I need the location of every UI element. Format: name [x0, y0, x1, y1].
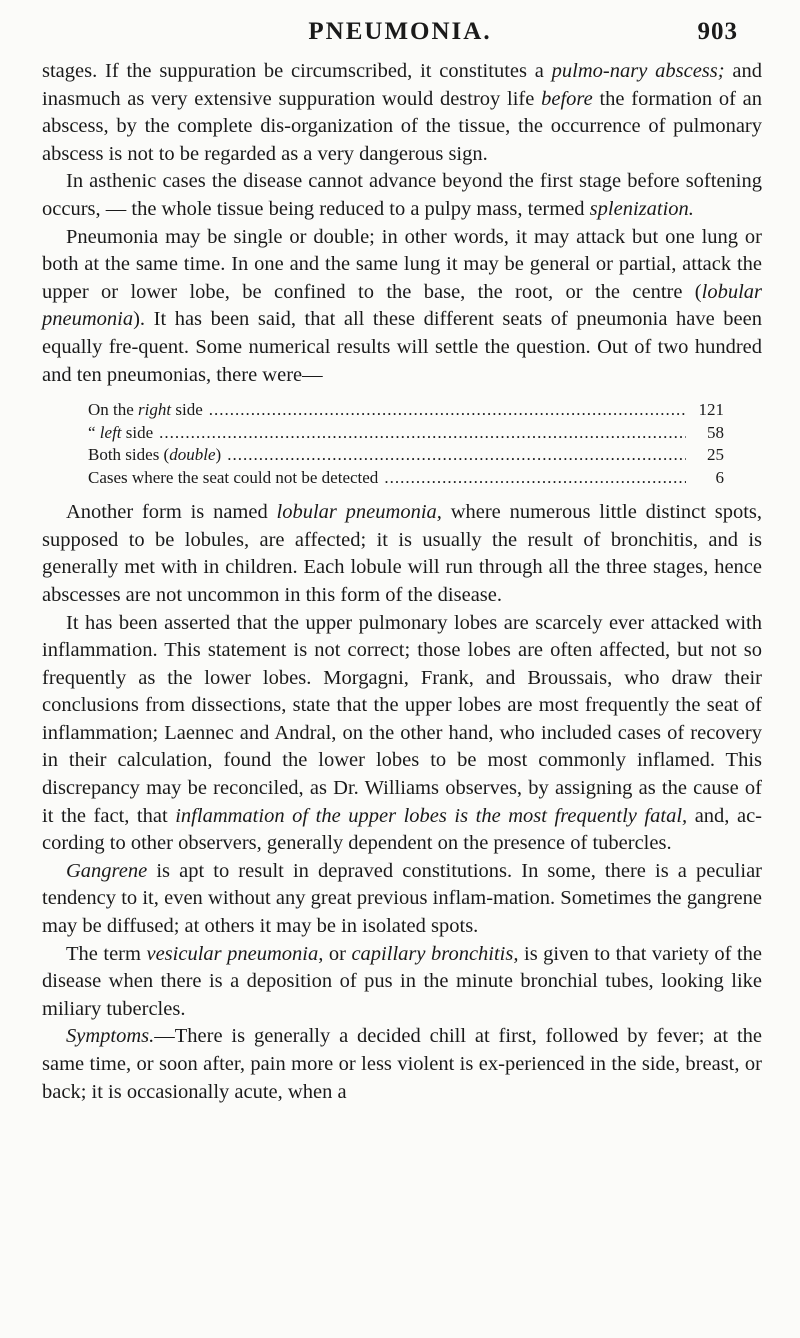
- paragraph-single-double: [42, 224, 762, 390]
- text-run: —There is generally a decided chill at first, followed by fever; at the same time, or soon after, pain more or less violent is ex-perienced in the side, breast, or back; it is occasionally acute, when a: [42, 1025, 762, 1103]
- italic-term: before: [541, 87, 593, 110]
- paragraph-lobular: [42, 499, 762, 609]
- text-run: or: [323, 942, 352, 965]
- leader-dots: [384, 467, 686, 490]
- body-text: [42, 58, 762, 1106]
- text-run: The term: [66, 942, 147, 965]
- italic-term: inflammation of the upper lobes is the most frequently fatal,: [175, 804, 688, 827]
- text-run: stages. If the suppuration be circumscribed, it constitutes a: [42, 60, 552, 82]
- paragraph-suppuration: [42, 58, 762, 168]
- text-run: Pneumonia may be single or double; in other words, it may attack but one lung or both at the same time. In one and the same lung it may be general or partial, attack the upper or lower lobe, be confined to the base, the root, or the centre (: [42, 225, 762, 303]
- text-run: and inasmuch as very extensive suppuration would destroy life: [42, 60, 762, 110]
- stat-row: [88, 422, 724, 445]
- stat-label: On the right side: [88, 400, 203, 420]
- text-run: is given to that variety of the disease when there is a deposition of pus in the minute bronchial tubes, looking like miliary tubercles.: [42, 942, 762, 1020]
- statistics-table: [88, 399, 724, 489]
- text-run: Another form is named: [66, 501, 277, 524]
- leader-dots: [209, 399, 686, 422]
- text-run: In asthenic cases the disease cannot advance beyond the first stage before softening occurs, — the whole tissue being reduced to a pulpy mass, termed: [42, 170, 762, 220]
- paragraph-symptoms: [42, 1023, 762, 1106]
- stat-label: Both sides (double): [88, 445, 222, 465]
- text-run: where numerous little distinct spots, supposed to be lobules, are affected; it is usually the result of bronchitis, and is generally met with in children. Each lobule will run through all the three stages, hence abscesses are not uncommon in this form of the disease.: [42, 501, 763, 606]
- paragraph-asthenic: [42, 168, 762, 223]
- text-run: It has been asserted that the upper pulmonary lobes are scarcely ever attacked with inflammation. This statement is not correct; those lobes are often affected, but not so frequently as the lower lobes. Morgagni, Frank, and Broussais, who draw their conclusions from dissections, state that the upper lobes are most frequently the seat of inflammation; Laennec and Andral, on the other hand, who included cases of recovery in their calculation, found the lower lobes to be most commonly inflamed. This discrepancy may be reconciled, as Dr. Williams observes, by assigning as the cause of it the fact, that: [42, 611, 762, 827]
- text-run: and, ac-cording to other observers, generally dependent on the presence of tubercles.: [42, 804, 762, 855]
- stat-row: [88, 467, 724, 490]
- paragraph-vesicular: [42, 941, 762, 1024]
- italic-term: lobular pneumonia,: [276, 501, 442, 524]
- italic-term: capillary bronchitis,: [351, 942, 519, 965]
- italic-term: lobular pneumonia: [42, 280, 762, 331]
- stat-label: “ left side: [88, 422, 154, 442]
- italic-term: Symptoms.: [66, 1025, 155, 1048]
- italic-term: vesicular pneumonia,: [146, 942, 324, 965]
- stat-label: Cases where the seat could not be detected: [88, 467, 379, 487]
- text-run: is apt to result in depraved constitutions. In some, there is a peculiar tendency to it, even without any great previous inflam-mation. Sometimes the gangrene may be diffused; at others it may be in isolated spots.: [42, 859, 762, 938]
- text-run: ). It has been said, that all these different seats of pneumonia have been equally fre-quent. Some numerical results will settle the question. Out of two hundred and ten pneumonias, there were—: [42, 308, 762, 386]
- stat-value: 6: [715, 467, 724, 487]
- text-run: the formation of an abscess, by the complete dis-organization of the tissue, the occurrence of pulmonary abscess is not to be regarded as a very dangerous sign.: [42, 87, 762, 165]
- italic-term: Gangrene: [66, 859, 148, 882]
- stat-value: 25: [707, 445, 724, 465]
- italic-term: pulmo-nary abscess;: [551, 60, 725, 82]
- running-head: [0, 12, 800, 52]
- italic-term: splenization.: [589, 197, 694, 220]
- stat-row: [88, 399, 724, 422]
- leader-dots: [159, 422, 686, 445]
- paragraph-upper-lobes: [42, 610, 762, 858]
- running-title: PNEUMONIA.: [308, 18, 492, 45]
- leader-dots: [227, 444, 686, 467]
- stat-row: [88, 444, 724, 467]
- page-number: 903: [697, 18, 738, 45]
- stat-value: 121: [698, 400, 724, 420]
- stat-value: 58: [707, 422, 724, 442]
- paragraph-gangrene: [42, 858, 762, 941]
